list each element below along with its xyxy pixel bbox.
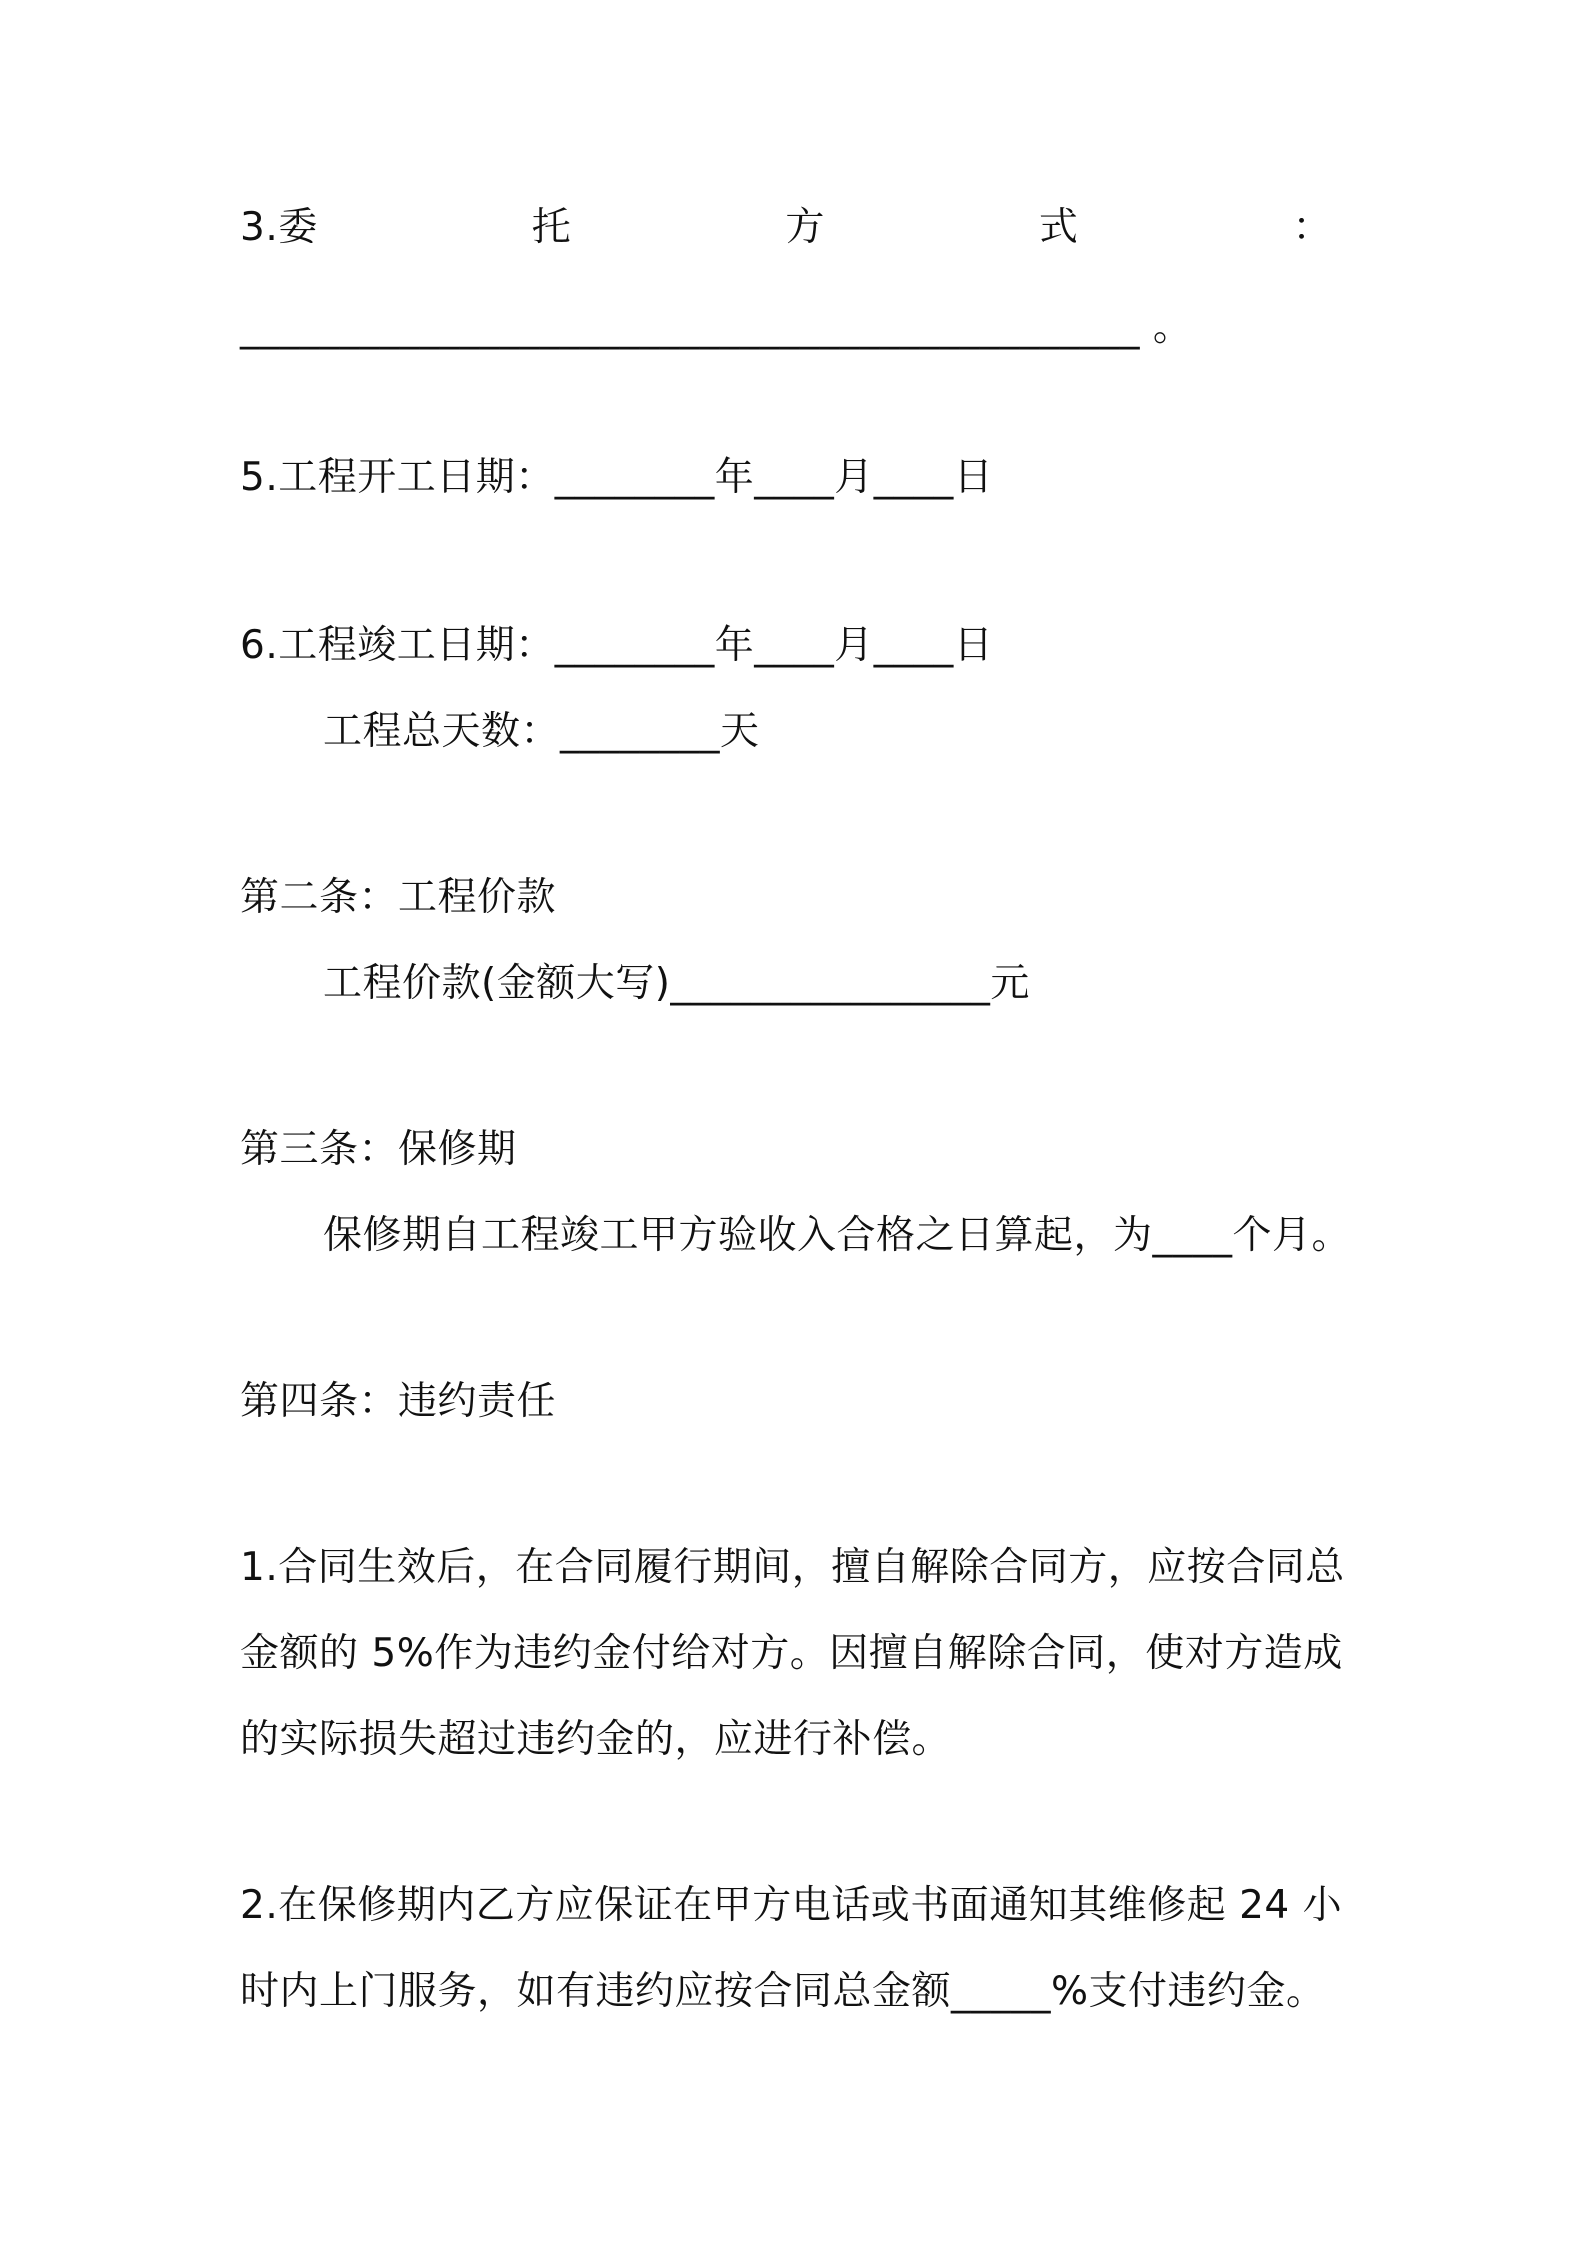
item3-char-5: ：	[1292, 205, 1332, 250]
item3-char-2: 托	[531, 205, 572, 250]
article3-body: 保修期自工程竣工甲方验收入合格之日算起，为____个月。	[323, 1213, 1352, 1258]
item3-blank: _____________________________________________ 。	[240, 305, 1193, 350]
article4-clause1-line2: 金额的 5%作为违约金付给对方。因擅自解除合同，使对方造成	[240, 1631, 1343, 1676]
article4-clause2-line2: 时内上门服务，如有违约应按合同总金额_____%支付违约金。	[240, 1969, 1326, 2014]
item3-label	[240, 200, 1332, 256]
item3-char-1: 3.委	[240, 205, 318, 250]
article3-title: 第三条：保修期	[240, 1127, 517, 1172]
total-days: 工程总天数：________天	[323, 709, 760, 754]
item3-char-3: 方	[785, 205, 825, 250]
article2-title: 第二条：工程价款	[240, 875, 557, 920]
article4-clause1-line1: 1.合同生效后，在合同履行期间，擅自解除合同方，应按合同总	[240, 1545, 1345, 1590]
item6-completion-date: 6.工程竣工日期：________年____月____日	[240, 623, 994, 668]
item3-char-4: 式	[1038, 205, 1079, 250]
article4-title: 第四条：违约责任	[240, 1379, 557, 1424]
article4-clause1-line3: 的实际损失超过违约金的，应进行补偿。	[240, 1717, 952, 1762]
article4-clause2-line1: 2.在保修期内乙方应保证在甲方电话或书面通知其维修起 24 小	[240, 1883, 1343, 1928]
article2-body: 工程价款(金额大写)________________元	[323, 961, 1030, 1006]
item5-start-date: 5.工程开工日期：________年____月____日	[240, 455, 994, 500]
